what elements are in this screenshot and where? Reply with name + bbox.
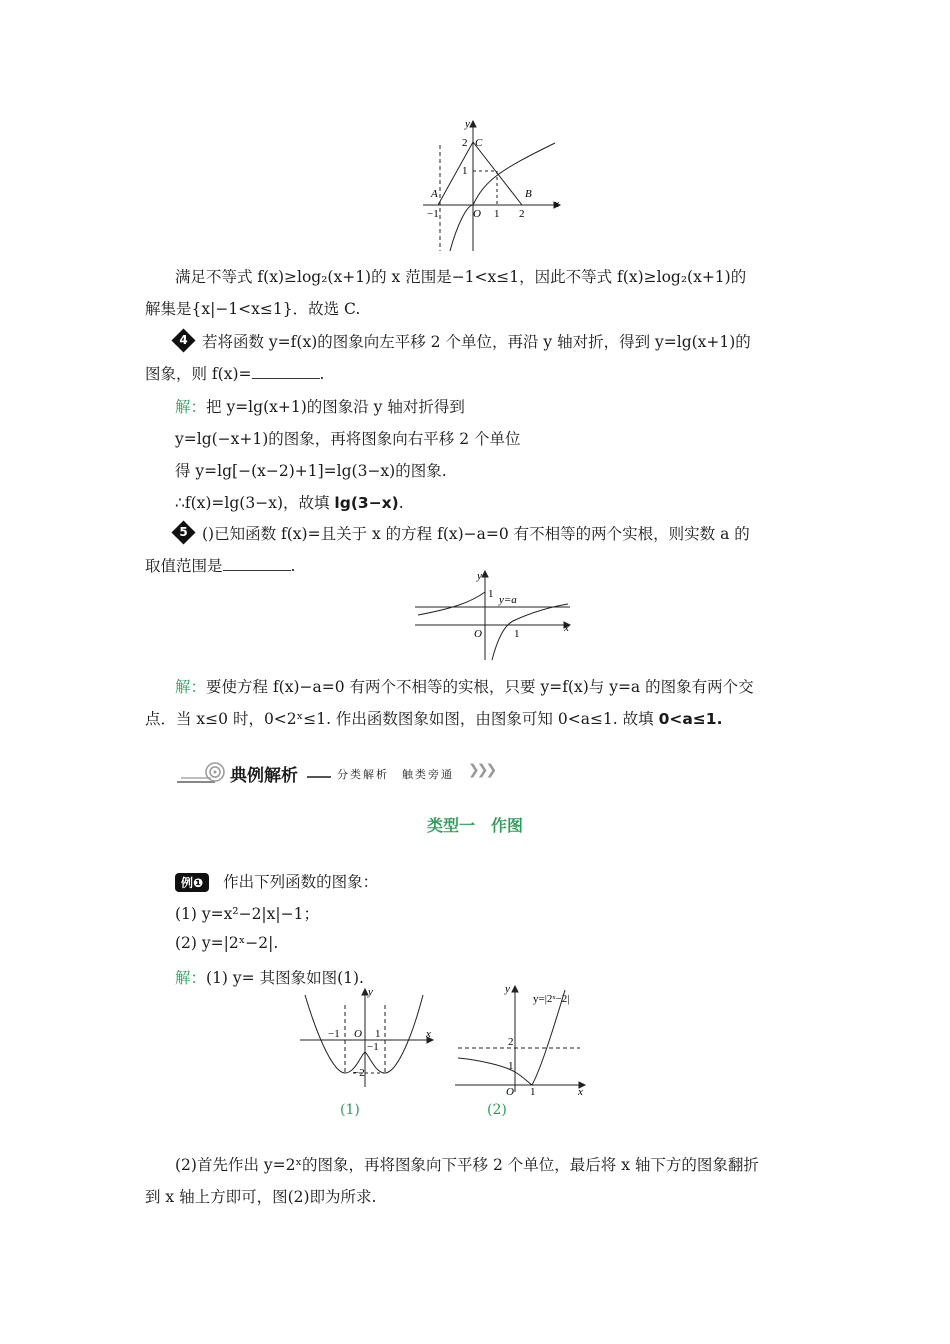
fig1-x-label: x [554,198,559,210]
q4-line-1 [175,330,751,352]
q5-answer-blank [223,556,291,571]
q4-number-icon: 4 [171,328,195,352]
example1-item-2: (2) y=|2ˣ−2|. [175,934,279,952]
example1-item-1: (1) y=x²−2|x|−1； [175,905,319,923]
chevrons-icon: ❯❯❯ [468,762,495,778]
fig3-tick-neg1-x: −1 [328,1028,340,1040]
fig2-y-label: y [477,570,482,582]
fig3-x-label: x [426,1028,431,1040]
banner-divider [307,776,331,778]
caption-2: (2) [487,1102,507,1118]
fig1-tick-1y: 1 [462,165,468,177]
example1-p2-line-1: (2)首先作出 y=2ˣ的图象，再将图象向下平移 2 个单位，最后将 x 轴下方的图象翻折 [175,1156,759,1174]
fig2-tick-1x: 1 [514,628,520,640]
sol5-answer: 0<a≤1. [658,710,723,728]
figure-4-graph-2 [450,980,590,1095]
example1-title: 作出下列函数的图象： [223,873,379,891]
example-badge: 例❶ [175,873,209,892]
q4-answer: lg(3−x) [334,494,399,512]
sol5-text-1: 要使方程 f(x)−a=0 有两个不相等的实根，只要 y=f(x)与 y=a 的图象有两个交 [206,678,754,696]
p1-line-1: 满足不等式 f(x)≥log₂(x+1)的 x 范围是−1<x≤1，因此不等式 f(x)≥log₂(x+1)的 [175,268,747,286]
fig4-tick-2y: 2 [508,1036,514,1048]
fig1-point-c: C [475,137,483,149]
q5-line-2 [145,554,295,576]
q4-sol-2: y=lg(−x+1)的图象，再将图象向右平移 2 个单位 [175,430,521,448]
fig4-tick-1y: 1 [508,1060,514,1072]
section-banner [175,758,515,788]
sol5-label: 解： [175,678,207,696]
q4-sol-4-text: ∴f(x)=lg(3−x)，故填 [175,494,335,512]
fig4-y-label: y [505,983,510,995]
figure-2-piecewise-graph [410,565,580,665]
banner-title: 典例解析 [230,766,298,786]
q4-prompt: 图象，则 f(x)= [145,365,252,383]
swirl-icon [175,760,235,786]
fig1-tick-neg1: −1 [427,208,439,220]
fig2-ya-label: y=a [499,594,517,606]
figure-1-log-graph [415,115,565,255]
fig3-y-label: y [368,986,373,998]
example1-sol-label: 解： [175,969,207,987]
figure-3-graph-1 [295,985,440,1090]
fig3-tick-neg1-y: −1 [367,1041,379,1053]
fig4-tick-1x: 1 [530,1086,536,1095]
caption-1: (1) [340,1102,360,1118]
q4-sol-text-1: 把 y=lg(x+1)的图象沿 y 轴对折得到 [206,398,465,416]
fig2-tick-1y: 1 [488,588,494,600]
fig3-tick-1x: 1 [375,1028,381,1040]
fig1-point-a: A [431,188,438,200]
q4-sol-4 [175,491,404,513]
fig4-x-label: x [578,1086,583,1095]
q5-period: . [290,557,296,575]
q4-text: 若将函数 y=f(x)的图象向左平移 2 个单位，再沿 y 轴对折，得到 y=lg(x+1)的 [202,333,751,351]
q5-prompt: 取值范围是 [145,557,223,575]
fig1-origin: O [473,208,481,220]
q4-sol-4-end: . [398,494,404,512]
fig2-x-label: x [564,622,569,634]
fig1-y-label: y [465,118,470,130]
q4-sol-label: 解： [175,398,207,416]
q4-period: . [319,365,325,383]
example1-header [175,870,378,892]
p1-line-2: 解集是{x|−1<x≤1}．故选 C. [145,300,361,318]
q5-line-1 [175,522,750,544]
sol5-line-2 [145,707,722,729]
fig1-tick-2x: 2 [519,208,525,220]
sol5-text-2: 点．当 x≤0 时，0<2ˣ≤1. 作出函数图象如图，由图象可知 0<a≤1. 故填 [145,710,659,728]
banner-subtitle: 分类解析 触类旁通 [337,768,454,781]
section-title: 类型一 作图 [426,816,523,835]
q4-line-2 [145,362,324,384]
q5-text: ()已知函数 f(x)=且关于 x 的方程 f(x)−a=0 有不相等的两个实根，则实数 a 的 [202,525,750,543]
q4-answer-blank [252,364,320,379]
fig4-origin: O [506,1086,514,1095]
fig4-function-label: y=|2ˣ−2| [533,993,570,1005]
fig3-origin: O [354,1028,362,1040]
example1-p2-line-2: 到 x 轴上方即可，图(2)即为所求. [145,1188,377,1206]
fig1-tick-1x: 1 [494,208,500,220]
sol5-line-1 [175,675,754,697]
fig1-point-b: B [525,188,532,200]
example1-sol-text: (1) y= 其图象如图(1). [206,969,364,987]
fig2-origin: O [474,628,482,640]
q5-number-icon: 5 [171,520,195,544]
q4-sol-3: 得 y=lg[−(x−2)+1]=lg(3−x)的图象. [175,462,447,480]
q4-sol-1 [175,395,465,417]
fig1-tick-2y: 2 [462,137,468,149]
fig3-tick-neg2-y: −2 [353,1067,365,1079]
